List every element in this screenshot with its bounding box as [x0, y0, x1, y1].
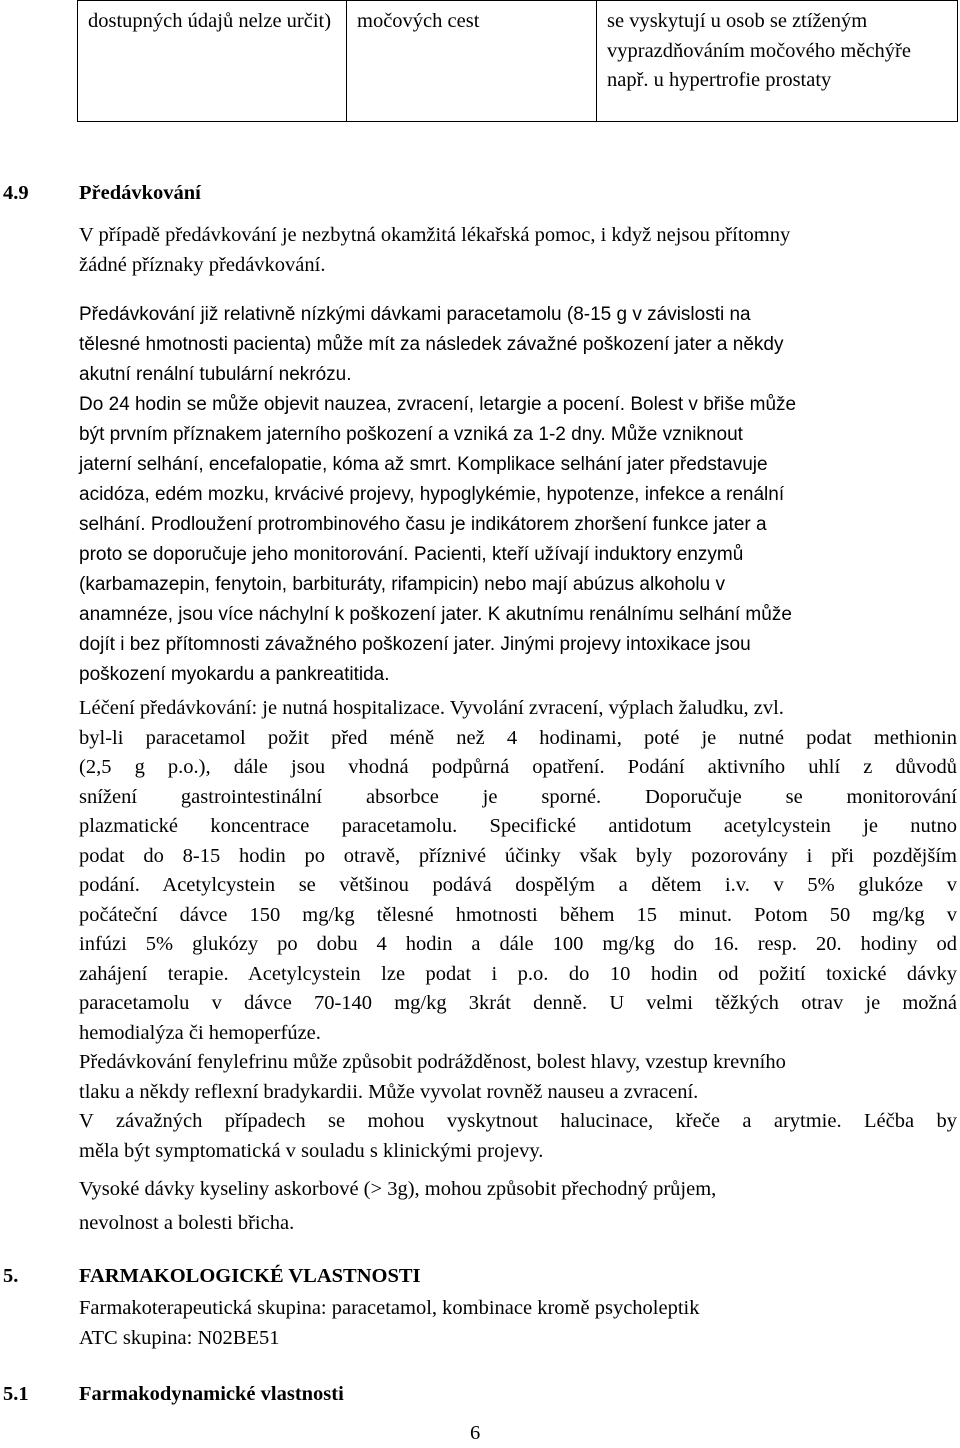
section-number-4-9: 4.9 — [3, 182, 29, 204]
text-line: podání. Acetylcystein se většinou podává dospělým a dětem i.v. v 5% glukóze v — [79, 874, 957, 896]
section-number-5-1: 5.1 — [3, 1383, 29, 1405]
text-line: hemodialýza či hemoperfúze. — [79, 1021, 321, 1044]
text-line: V závažných případech se mohou vyskytnout halucinace, křeče a arytmie. Léčba by — [79, 1110, 957, 1132]
overdose-paragraph-symptoms — [79, 300, 958, 690]
text-line: Předávkování již relativně nízkými dávkami paracetamolu (8-15 g v závislosti na — [79, 304, 751, 325]
overdose-paragraph-treatment — [79, 694, 957, 1166]
text-line: acidóza, edém mozku, krvácivé projevy, hypoglykémie, hypotenze, infekce a renální — [79, 484, 785, 505]
overdose-paragraph-ascorbic-acid — [79, 1172, 958, 1240]
section-title-pharmacological: FARMAKOLOGICKÉ VLASTNOSTI — [79, 1265, 421, 1287]
text-line: Farmakoterapeutická skupina: paracetamol, kombinace kromě psycholeptik — [79, 1297, 700, 1319]
section-title-pharmacodynamic: Farmakodynamické vlastnosti — [79, 1383, 344, 1405]
text-line: nevolnost a bolesti břicha. — [79, 1212, 295, 1234]
text-line: jaterní selhání, encefalopatie, kóma až smrt. Komplikace selhání jater představuje — [79, 454, 768, 475]
section-number-5: 5. — [3, 1265, 19, 1287]
text-line: Vysoké dávky kyseliny askorbové (> 3g), mohou způsobit přechodný průjem, — [79, 1178, 717, 1200]
text-line: podat do 8-15 hodin po otravě, příznivé účinky však byly pozorovány i při pozdějším — [79, 844, 957, 867]
section-title-overdose: Předávkování — [79, 182, 201, 204]
text-line: Léčení předávkování: je nutná hospitalizace. Vyvolání zvracení, výplach žaludku, zvl. — [79, 697, 784, 719]
text-line: Do 24 hodin se může objevit nauzea, zvracení, letargie a pocení. Bolest v břiše může — [79, 394, 797, 415]
pharmacotherapeutic-info — [79, 1294, 958, 1353]
text-line: dojít i bez přítomnosti závažného poškození jater. Jinými projevy intoxikace jsou — [79, 634, 751, 655]
page-number: 6 — [470, 1422, 481, 1444]
text-line: tělesné hmotnosti pacienta) může mít za následek závažné poškození jater a někdy — [79, 334, 784, 355]
text-line: (2,5 g p.o.), dále jsou vhodná podpůrná opatření. Podání aktivního uhlí z důvodů — [79, 756, 957, 778]
text-line: V případě předávkování je nezbytná okamžitá lékařská pomoc, i když nejsou přítomny — [79, 224, 791, 246]
text-line: paracetamolu v dávce 70-140 mg/kg 3krát denně. U velmi těžkých otrav je možná — [79, 992, 957, 1014]
text-line: akutní renální tubulární nekrózu. — [79, 364, 352, 385]
text-line: žádné příznaky předávkování. — [79, 253, 326, 276]
text-line: ATC skupina: N02BE51 — [79, 1326, 280, 1349]
table-cell-effect: se vyskytují u osob se ztíženým vyprazdňováním močového měchýře např. u hypertrofie prostaty — [597, 1, 958, 122]
text-line: anamnéze, jsou více náchylní k poškození jater. K akutnímu renálnímu selhání může — [79, 604, 792, 625]
table-cell-frequency: dostupných údajů nelze určit) — [78, 1, 347, 122]
overdose-intro — [79, 221, 958, 280]
text-line: počáteční dávce 150 mg/kg tělesné hmotnosti během 15 minut. Potom 50 mg/kg v — [79, 903, 957, 926]
text-line: být prvním příznakem jaterního poškození a vzniká za 1-2 dny. Může vzniknout — [79, 424, 743, 445]
text-line: proto se doporučuje jeho monitorování. Pacienti, kteří užívají induktory enzymů — [79, 544, 744, 565]
text-line: zahájení terapie. Acetylcystein lze podat i p.o. do 10 hodin od požití toxické dávky — [79, 962, 957, 985]
text-line: plazmatické koncentrace paracetamolu. Specifické antidotum acetylcystein je nutno — [79, 815, 957, 837]
text-line: poškození myokardu a pankreatitida. — [79, 664, 390, 685]
table-cell-organ-class: močových cest — [347, 1, 597, 122]
text-line: snížení gastrointestinální absorbce je sporné. Doporučuje se monitorování — [79, 785, 957, 808]
table-row — [78, 1, 958, 122]
text-line: tlaku a někdy reflexní bradykardii. Může vyvolat rovněž nauseu a zvracení. — [79, 1080, 699, 1103]
text-line: infúzi 5% glukózy po dobu 4 hodin a dále 100 mg/kg do 16. resp. 20. hodiny od — [79, 933, 957, 955]
text-line: měla být symptomatická v souladu s klinickými projevy. — [79, 1139, 544, 1162]
text-line: Předávkování fenylefrinu může způsobit podrážděnost, bolest hlavy, vzestup krevního — [79, 1051, 786, 1073]
text-line: selhání. Prodloužení protrombinového času je indikátorem zhoršení funkce jater a — [79, 514, 767, 535]
text-line: byl-li paracetamol požit před méně než 4 hodinami, poté je nutné podat methionin — [79, 726, 957, 749]
text-line: (karbamazepin, fenytoin, barbituráty, rifampicin) nebo mají abúzus alkoholu v — [79, 574, 725, 595]
continuation-table — [77, 0, 958, 122]
